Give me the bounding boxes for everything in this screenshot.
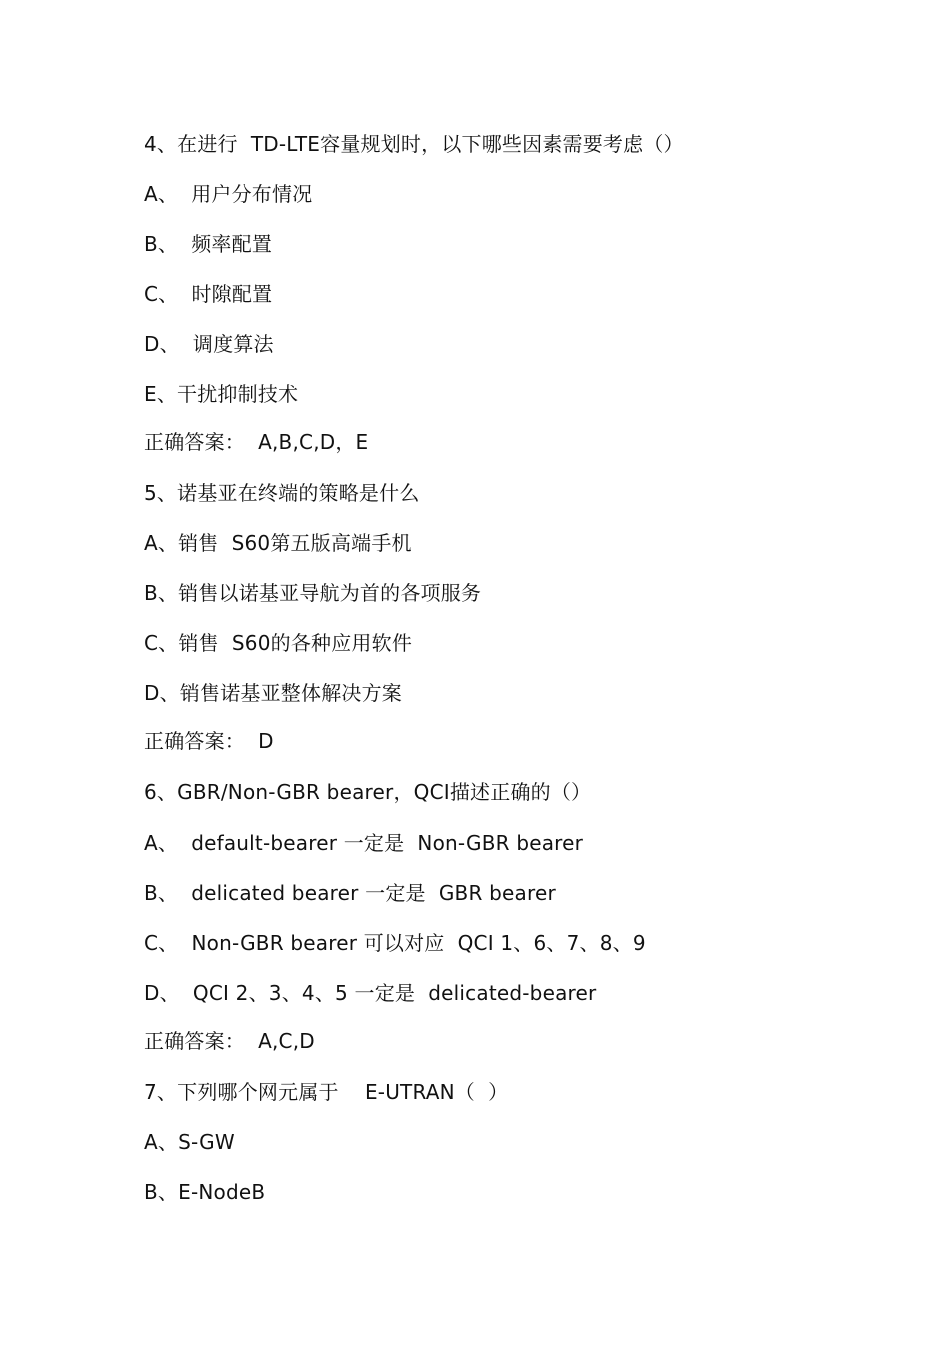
question-6-option-c: C、 Non-GBR bearer 可以对应 QCI 1、6、7、8、9 [144, 931, 646, 955]
question-5-text: 5、诺基亚在终端的策略是什么 [144, 481, 420, 505]
question-4-text: 4、在进行 TD-LTE容量规划时，以下哪些因素需要考虑（） [144, 132, 684, 156]
question-5-option-b: B、销售以诺基亚导航为首的各项服务 [144, 581, 482, 605]
question-6-option-a: A、 default-bearer 一定是 Non-GBR bearer [144, 831, 584, 855]
question-6-answer: 正确答案： A,C,D [144, 1029, 315, 1053]
question-6-option-b: B、 delicated bearer 一定是 GBR bearer [144, 881, 556, 905]
question-5-option-d: D、销售诺基亚整体解决方案 [144, 681, 403, 705]
question-6-option-d: D、 QCI 2、3、4、5 一定是 delicated-bearer [144, 981, 597, 1005]
question-4-option-a: A、 用户分布情况 [144, 182, 313, 206]
question-5-answer: 正确答案： D [144, 729, 274, 753]
question-4-option-e: E、干扰抑制技术 [144, 382, 299, 406]
question-4-option-c: C、 时隙配置 [144, 282, 273, 306]
question-7-text: 7、下列哪个网元属于 E-UTRAN（ ） [144, 1080, 509, 1104]
question-6-text: 6、GBR/Non-GBR bearer，QCI描述正确的（） [144, 780, 592, 804]
question-4-answer: 正确答案： A,B,C,D，E [144, 430, 369, 454]
question-5-option-a: A、销售 S60第五版高端手机 [144, 531, 412, 555]
question-4-option-d: D、 调度算法 [144, 332, 274, 356]
question-4-option-b: B、 频率配置 [144, 232, 273, 256]
question-5-option-c: C、销售 S60的各种应用软件 [144, 631, 413, 655]
question-7-option-a: A、S-GW [144, 1130, 235, 1154]
question-7-option-b: B、E-NodeB [144, 1180, 266, 1204]
